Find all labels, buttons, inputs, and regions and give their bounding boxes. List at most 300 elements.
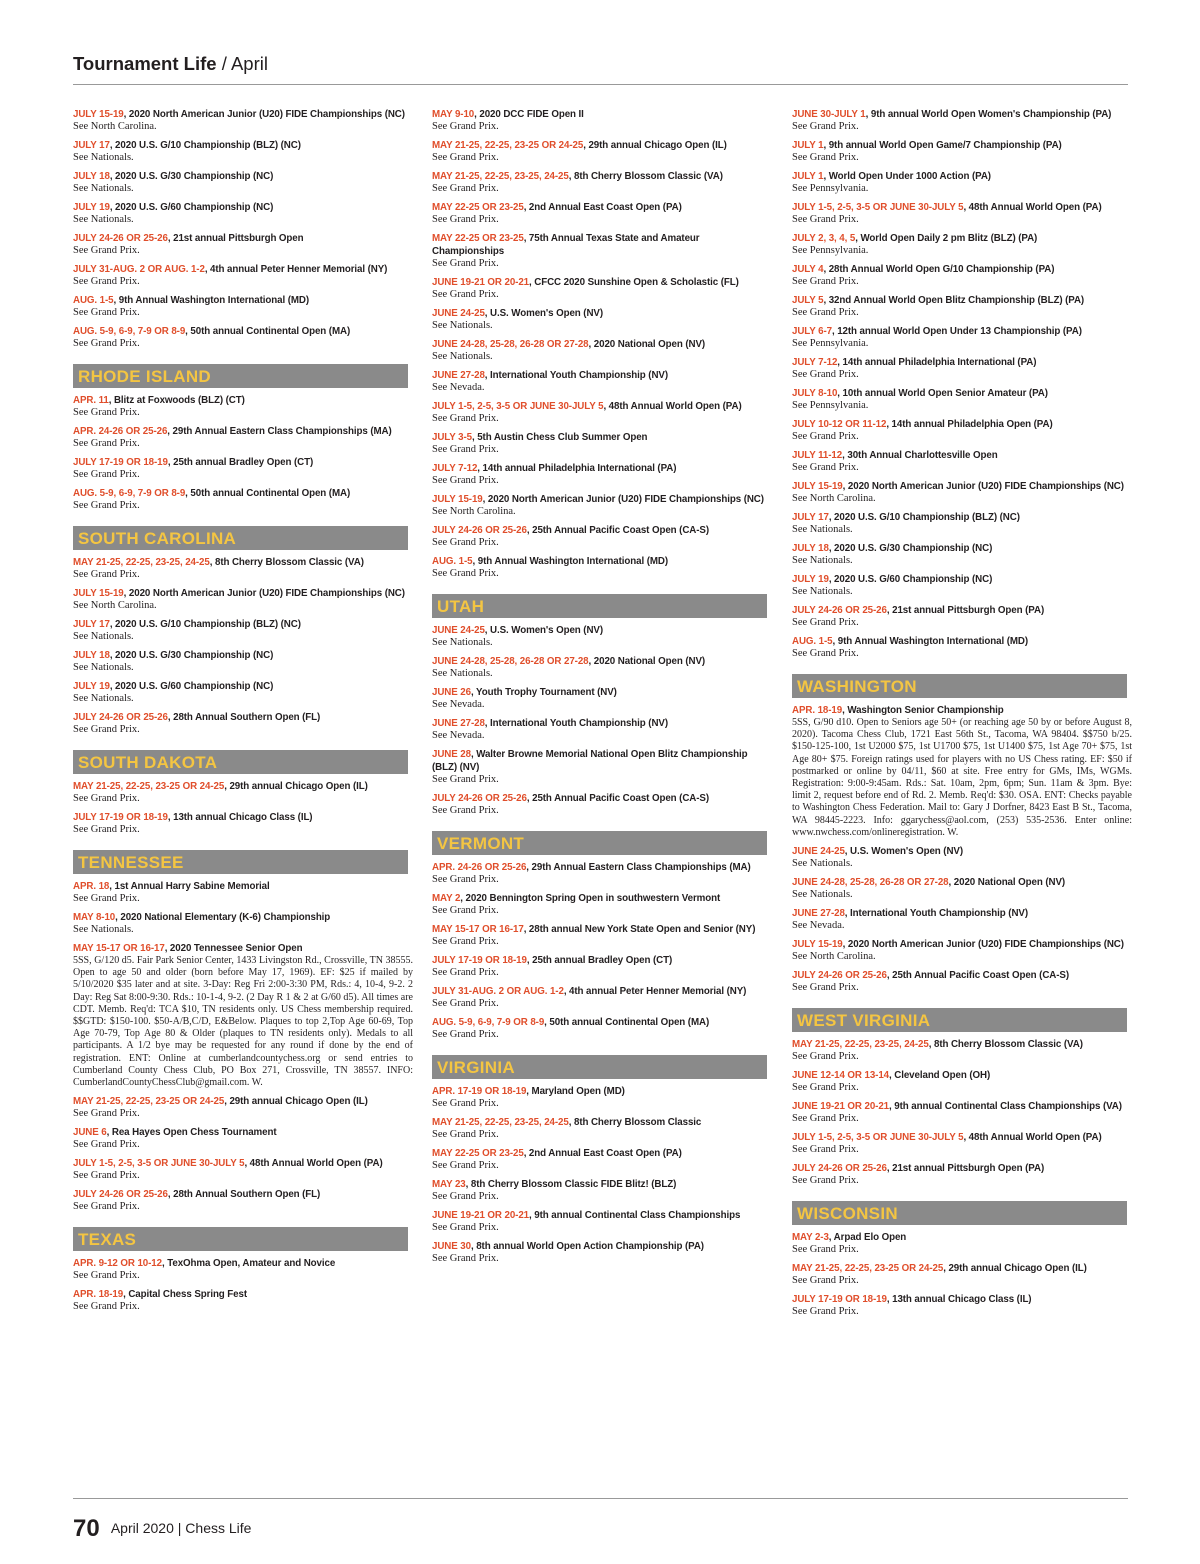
entry-reference: See Grand Prix. (73, 793, 140, 804)
entry-title: , 32nd Annual World Open Blitz Championship (BLZ) (PA) (823, 294, 1085, 306)
tournament-entry (73, 170, 413, 195)
entry-reference: See Grand Prix. (432, 1160, 499, 1171)
tournament-entry (432, 400, 772, 425)
entry-dates: JULY 18 (73, 170, 110, 182)
entry-title: , 50th annual Continental Open (MA) (185, 325, 351, 337)
entry-dates: APR. 24-26 OR 25-26 (432, 861, 527, 873)
entry-heading (73, 911, 411, 924)
entry-title: , TexOhma Open, Amateur and Novice (161, 1257, 336, 1270)
tournament-entry (792, 1293, 1132, 1318)
state-heading: VIRGINIA (432, 1055, 767, 1079)
entry-title: , U.S. Women's Open (NV) (484, 307, 604, 319)
entry-title: , 13th annual Chicago Class (IL) (167, 811, 313, 823)
entry-dates: JULY 15-19 (432, 493, 483, 505)
entry-heading (73, 587, 411, 600)
tournament-entry (73, 294, 413, 319)
entry-reference: See Grand Prix. (792, 648, 859, 659)
entry-dates: JUNE 30-JULY 1 (792, 108, 866, 120)
entry-dates: MAY 15-17 OR 16-17 (432, 923, 524, 935)
entry-title: , 2020 North American Junior (U20) FIDE Championships (NC) (842, 480, 1124, 492)
tournament-entry (73, 556, 413, 581)
tournament-entry (432, 1016, 772, 1041)
entry-heading (73, 170, 411, 183)
entry-reference: See Grand Prix. (73, 724, 140, 735)
entry-heading (432, 555, 770, 568)
tournament-entry (792, 263, 1132, 288)
entry-heading (432, 923, 770, 936)
entry-reference: See Grand Prix. (792, 1175, 859, 1187)
entry-dates: JUNE 24-25 (432, 307, 485, 319)
entry-reference: See Nationals. (432, 320, 493, 331)
entry-title: , 2020 U.S. G/60 Championship (NC) (828, 573, 993, 585)
footer-rule (73, 1498, 1128, 1499)
state-heading: WASHINGTON (792, 674, 1127, 698)
tournament-entry (73, 811, 413, 836)
entry-dates: JUNE 19-21 OR 20-21 (792, 1100, 890, 1113)
entry-reference: See Grand Prix. (73, 1270, 140, 1282)
column-2 (432, 108, 772, 1271)
entry-heading (73, 263, 411, 276)
entry-reference: See Grand Prix. (432, 413, 499, 424)
tournament-entry (792, 232, 1132, 257)
entry-heading (73, 201, 411, 214)
entry-reference: See Nationals. (432, 637, 493, 648)
entry-title: , 8th Cherry Blossom Classic (VA) (928, 1038, 1083, 1051)
entry-title: , 25th Annual Pacific Coast Open (CA-S) (526, 792, 709, 804)
entry-title: , 2020 U.S. G/60 Championship (NC) (109, 201, 274, 213)
entry-title: , 9th Annual Washington International (MD) (472, 555, 669, 567)
tournament-entry (432, 462, 772, 487)
entry-dates: JULY 15-19 (792, 480, 843, 492)
entry-dates: JULY 1 (792, 139, 824, 151)
state-heading: RHODE ISLAND (73, 364, 408, 388)
entry-reference: See Nationals. (792, 555, 853, 566)
page-footer (73, 1515, 251, 1543)
tournament-entry (432, 1240, 772, 1265)
tournament-entry (432, 985, 772, 1010)
entry-heading (73, 1257, 411, 1270)
entry-reference: See North Carolina. (792, 493, 876, 504)
entry-title: , 75th Annual Texas State and Amateur Championships (432, 232, 700, 257)
entry-title: , 2020 U.S. G/10 Championship (BLZ) (NC) (828, 511, 1020, 523)
tournament-entry (792, 294, 1132, 319)
entry-reference: See Grand Prix. (73, 500, 140, 511)
entry-title: , International Youth Championship (NV) (484, 717, 668, 729)
tournament-entry (73, 911, 413, 936)
entry-heading (792, 704, 1130, 717)
tournament-entry (792, 418, 1132, 443)
entry-dates: JUNE 27-28 (432, 369, 485, 381)
tournament-entry (792, 1231, 1132, 1256)
entry-title: , 8th Cherry Blossom Classic FIDE Blitz! (BLZ) (465, 1178, 677, 1190)
entry-heading (792, 635, 1130, 648)
tournament-entry (73, 487, 413, 512)
entry-title: , 4th annual Peter Henner Memorial (NY) (204, 263, 388, 275)
entry-heading (792, 387, 1130, 400)
entry-dates: AUG. 5-9, 6-9, 7-9 OR 8-9 (432, 1016, 545, 1028)
entry-reference: See Nevada. (432, 699, 485, 710)
magazine-name: Chess Life (185, 1520, 252, 1536)
entry-reference: See Grand Prix. (792, 121, 859, 132)
tournament-entry (432, 1209, 772, 1234)
entry-reference: See Grand Prix. (432, 475, 499, 486)
entry-title: , 28th Annual Southern Open (FL) (167, 1188, 321, 1201)
entry-title: , 25th Annual Pacific Coast Open (CA-S) (886, 969, 1069, 982)
entry-title: , 4th annual Peter Henner Memorial (NY) (563, 985, 747, 997)
entry-dates: JUNE 24-25 (432, 624, 485, 636)
entry-title: , 2020 North American Junior (U20) FIDE Championships (NC) (123, 587, 405, 599)
entry-dates: JULY 24-26 OR 25-26 (432, 524, 527, 536)
entry-reference: See North Carolina. (73, 121, 157, 132)
entry-dates: JULY 2, 3, 4, 5 (792, 232, 856, 244)
entry-reference: See Grand Prix. (73, 569, 140, 580)
tournament-entry (792, 356, 1132, 381)
entry-reference: See North Carolina. (432, 506, 516, 517)
entry-heading (432, 338, 770, 351)
entry-title: , 12th annual World Open Under 13 Championship (PA) (831, 325, 1082, 337)
entry-dates: JULY 1-5, 2-5, 3-5 OR JUNE 30-JULY 5 (432, 400, 604, 412)
entry-title: , 9th annual Continental Class Championships (529, 1209, 741, 1221)
tournament-entry (73, 139, 413, 164)
tournament-entry (432, 232, 772, 270)
tournament-entry (792, 907, 1132, 932)
tournament-entry (792, 1038, 1132, 1063)
entry-reference: See Grand Prix. (73, 1201, 140, 1213)
entry-heading (792, 1262, 1130, 1275)
entry-dates: JULY 24-26 OR 25-26 (73, 232, 168, 244)
entry-dates: MAY 22-25 OR 23-25 (432, 201, 524, 213)
tournament-entry (432, 493, 772, 518)
entry-dates: APR. 11 (73, 394, 109, 406)
entry-reference: See Nationals. (792, 524, 853, 535)
tournament-entry (73, 880, 413, 905)
entry-reference: See Grand Prix. (432, 152, 499, 163)
tournament-entry (432, 655, 772, 680)
tournament-entry (432, 624, 772, 649)
entry-title: , Maryland Open (MD) (526, 1085, 625, 1097)
entry-dates: JUNE 24-28, 25-28, 26-28 OR 27-28 (432, 338, 589, 350)
entry-reference: See Grand Prix. (432, 1191, 499, 1202)
entry-heading (73, 811, 411, 824)
entry-dates: MAY 9-10 (432, 108, 475, 120)
tournament-entry (432, 1178, 772, 1203)
entry-dates: JULY 1 (792, 170, 824, 182)
entry-reference: See Nevada. (792, 920, 845, 932)
entry-reference: See Grand Prix. (432, 967, 499, 978)
entry-heading (73, 487, 411, 500)
column-1 (73, 108, 413, 1319)
entry-heading (792, 232, 1130, 245)
tournament-entry (432, 923, 772, 948)
entry-dates: MAY 2 (432, 892, 461, 904)
tournament-entry (792, 938, 1132, 963)
entry-heading (73, 456, 411, 469)
entry-heading (432, 686, 770, 699)
tournament-entry (792, 108, 1132, 133)
entry-dates: APR. 18-19 (792, 704, 843, 716)
entry-dates: AUG. 5-9, 6-9, 7-9 OR 8-9 (73, 325, 186, 337)
tournament-entry (73, 618, 413, 643)
tournament-entry (792, 325, 1132, 350)
entry-title: , 14th annual Philadelphia Open (PA) (886, 418, 1053, 430)
entry-heading (792, 139, 1130, 152)
entry-reference: See Grand Prix. (432, 998, 499, 1009)
entry-dates: JUNE 12-14 OR 13-14 (792, 1069, 890, 1082)
entry-dates: APR. 24-26 OR 25-26 (73, 425, 168, 437)
header-title: Tournament Life (73, 53, 217, 74)
entry-reference: See Grand Prix. (73, 407, 140, 418)
entry-dates: JULY 15-19 (73, 108, 124, 120)
header-subtitle: April (230, 53, 268, 74)
entry-title: , 2020 U.S. G/30 Championship (NC) (109, 170, 274, 182)
entry-heading (432, 1147, 770, 1160)
entry-title: , 29th Annual Eastern Class Championships (MA) (526, 861, 751, 873)
entry-reference: See Grand Prix. (73, 307, 140, 318)
entry-reference: See Grand Prix. (432, 805, 499, 816)
entry-heading (432, 624, 770, 637)
entry-reference: See Grand Prix. (432, 214, 499, 225)
entry-reference: See Nationals. (73, 214, 134, 225)
entry-heading (73, 780, 411, 793)
entry-reference: See Grand Prix. (792, 1113, 859, 1125)
entry-title: , 2nd Annual East Coast Open (PA) (523, 201, 682, 213)
entry-title: , 8th annual World Open Action Championship (PA) (470, 1240, 704, 1252)
entry-heading (432, 524, 770, 537)
entry-heading (73, 556, 411, 569)
tournament-entry (432, 369, 772, 394)
tournament-entry (792, 201, 1132, 226)
entry-reference: See Grand Prix. (792, 462, 859, 473)
entry-heading (73, 394, 411, 407)
entry-heading (792, 573, 1130, 586)
entry-title: , 2020 U.S. G/60 Championship (NC) (109, 680, 274, 692)
tournament-entry (73, 108, 413, 133)
tournament-entry (73, 1288, 413, 1313)
entry-dates: JULY 17-19 OR 18-19 (73, 456, 168, 468)
entry-reference: See Grand Prix. (792, 152, 859, 163)
entry-heading (432, 139, 770, 152)
column-3 (792, 108, 1132, 1324)
entry-title: , 21st annual Pittsburgh Open (PA) (886, 604, 1045, 616)
entry-title: , 14th annual Philadelphia International (PA) (837, 356, 1037, 368)
entry-dates: JULY 6-7 (792, 325, 832, 337)
tournament-entry (432, 170, 772, 195)
entry-dates: JULY 11-12 (792, 449, 843, 461)
entry-heading (432, 1016, 770, 1029)
entry-heading (792, 1293, 1130, 1306)
entry-dates: JULY 7-12 (432, 462, 478, 474)
entry-reference: See Nationals. (73, 924, 134, 935)
entry-title: , 2020 National Open (NV) (588, 655, 706, 667)
entry-reference: See Nationals. (73, 183, 134, 194)
entry-dates: APR. 18 (73, 880, 110, 892)
tournament-entry (432, 892, 772, 917)
entry-title: , Arpad Elo Open (828, 1231, 907, 1244)
entry-reference: See Grand Prix. (792, 1144, 859, 1156)
entry-title: , 50th annual Continental Open (MA) (185, 487, 351, 499)
entry-reference: See Pennsylvania. (792, 338, 869, 349)
tournament-entry (792, 511, 1132, 536)
entry-dates: JUNE 28 (432, 748, 471, 760)
tournament-entry (73, 1188, 413, 1213)
tournament-entry (73, 232, 413, 257)
state-heading: TENNESSEE (73, 850, 408, 874)
entry-reference: See Grand Prix. (792, 276, 859, 287)
entry-dates: JULY 17-19 OR 18-19 (792, 1293, 887, 1306)
tournament-entry (432, 1116, 772, 1141)
entry-dates: JUNE 6 (73, 1126, 107, 1139)
entry-heading (432, 276, 770, 289)
entry-heading (73, 618, 411, 631)
entry-reference: See Grand Prix. (792, 1306, 859, 1318)
tournament-entry (73, 325, 413, 350)
entry-dates: JULY 7-12 (792, 356, 838, 368)
entry-details: 5SS, G/120 d5. Fair Park Senior Center, 1433 Livingston Rd., Crossville, TN 38555. Open to age 50 and older (born before May 17, 1969). EF: $25 if mailed by 5/10/2020 $35 later and at site. 3-Day: Reg Fri 2:00-3:30 PM, Rds.: 4, 10-4, 9-2. 2 Day: Reg Sat 8:00-9:30. Rds.: 10-1-4, 9-2. (2 Day R 1 & 2 at G/60 d5). All times are CDT. Memb. Req'd: TCA $10, TN residents only. US Chess membership required. $$GTD: $150-100. $50-A/B,C/D, E&Below. Plaques to top 2,Top Age 60-69, Top Age 70-79, Top Age 80 & Older (plaques to TN residents only). Medals to all participants. A 1/2 bye may be requested for any round if done by the end of registration. ENT: Online at cumberlandcountychess.org or send entries to Cumberland County Chess Club, PO Box 271, Crossville, TN 38557. INFO: CumberlandCountyChessClub@gmail.com. W. (73, 955, 413, 1089)
entry-dates: MAY 21-25, 22-25, 23-25 OR 24-25 (792, 1262, 944, 1275)
entry-dates: JULY 4 (792, 263, 824, 275)
entry-reference: See Grand Prix. (792, 1244, 859, 1256)
entry-dates: AUG. 1-5 (792, 635, 833, 647)
entry-title: , Cleveland Open (OH) (889, 1069, 991, 1082)
entry-dates: JULY 18 (73, 649, 110, 661)
entry-heading (792, 1069, 1130, 1082)
entry-dates: JULY 24-26 OR 25-26 (792, 1162, 887, 1175)
entry-dates: JULY 1-5, 2-5, 3-5 OR JUNE 30-JULY 5 (792, 201, 964, 213)
entry-dates: AUG. 5-9, 6-9, 7-9 OR 8-9 (73, 487, 186, 499)
entry-reference: See Grand Prix. (73, 276, 140, 287)
state-heading: SOUTH DAKOTA (73, 750, 408, 774)
entry-title: , 30th Annual Charlottesville Open (842, 449, 998, 461)
entry-reference: See Grand Prix. (432, 1222, 499, 1233)
entry-heading (792, 907, 1130, 920)
tournament-entry (432, 717, 772, 742)
entry-heading (73, 232, 411, 245)
entry-dates: JULY 8-10 (792, 387, 838, 399)
entry-reference: See Grand Prix. (792, 617, 859, 628)
entry-dates: JULY 10-12 OR 11-12 (792, 418, 887, 430)
entry-reference: See Grand Prix. (432, 258, 499, 269)
entry-dates: APR. 17-19 OR 18-19 (432, 1085, 527, 1097)
tournament-entry (73, 263, 413, 288)
entry-dates: JULY 5 (792, 294, 824, 306)
entry-dates: JUNE 30 (432, 1240, 471, 1252)
entry-dates: JULY 24-26 OR 25-26 (73, 1188, 168, 1201)
tournament-entry (792, 542, 1132, 567)
entry-dates: JULY 17-19 OR 18-19 (432, 954, 527, 966)
entry-title: , 28th annual New York State Open and Senior (NY) (523, 923, 756, 935)
entry-reference: See Grand Prix. (432, 444, 499, 455)
entry-heading (73, 1126, 411, 1139)
entry-reference: See Grand Prix. (73, 469, 140, 480)
entry-heading (792, 294, 1130, 307)
entry-title: , 9th annual World Open Game/7 Championship (PA) (823, 139, 1062, 151)
entry-reference: See Nationals. (792, 858, 853, 870)
entry-reference: See Nationals. (432, 351, 493, 362)
footer-divider: | (177, 1520, 182, 1536)
entry-heading (792, 418, 1130, 431)
entry-heading (432, 655, 770, 668)
entry-reference: See Grand Prix. (432, 1098, 499, 1109)
entry-title: , 25th Annual Pacific Coast Open (CA-S) (526, 524, 709, 536)
entry-title: , Rea Hayes Open Chess Tournament (106, 1126, 277, 1139)
entry-title: , 50th annual Continental Open (MA) (544, 1016, 710, 1028)
state-heading: VERMONT (432, 831, 767, 855)
entry-reference: See Grand Prix. (432, 121, 499, 132)
entry-heading (432, 170, 770, 183)
entry-reference: See Grand Prix. (792, 214, 859, 225)
issue-date: April 2020 (110, 1520, 174, 1536)
entry-heading (73, 711, 411, 724)
entry-heading (792, 1231, 1130, 1244)
state-heading: WISCONSIN (792, 1201, 1127, 1225)
entry-heading (792, 356, 1130, 369)
entry-title: , 21st annual Pittsburgh Open (PA) (886, 1162, 1045, 1175)
entry-reference: See Grand Prix. (792, 1051, 859, 1063)
entry-title: , 25th annual Bradley Open (CT) (167, 456, 314, 468)
entry-reference: See Nationals. (73, 152, 134, 163)
tournament-entry (792, 969, 1132, 994)
tournament-entry (792, 387, 1132, 412)
page-header (73, 53, 268, 75)
entry-reference: See Pennsylvania. (792, 400, 869, 411)
entry-title: , Blitz at Foxwoods (BLZ) (CT) (108, 394, 245, 406)
entry-heading (432, 369, 770, 382)
entry-dates: JUNE 27-28 (432, 717, 485, 729)
entry-heading (792, 263, 1130, 276)
entry-reference: See Nationals. (792, 586, 853, 597)
tournament-entry (432, 1147, 772, 1172)
entry-dates: JULY 17 (792, 511, 829, 523)
entry-heading (73, 1288, 411, 1301)
tournament-entry (73, 587, 413, 612)
entry-dates: APR. 9-12 OR 10-12 (73, 1257, 162, 1270)
entry-title: , International Youth Championship (NV) (484, 369, 668, 381)
tournament-entry (432, 307, 772, 332)
entry-dates: JULY 24-26 OR 25-26 (73, 711, 168, 723)
entry-reference: See Grand Prix. (792, 1275, 859, 1287)
entry-heading (792, 876, 1130, 889)
tournament-entry (432, 686, 772, 711)
entry-title: , 29th annual Chicago Open (IL) (583, 139, 727, 151)
state-heading: UTAH (432, 594, 767, 618)
entry-title: , Capital Chess Spring Fest (123, 1288, 248, 1301)
entry-dates: JUNE 27-28 (792, 907, 845, 920)
entry-heading (792, 449, 1130, 462)
entry-dates: JUNE 19-21 OR 20-21 (432, 1209, 530, 1221)
entry-reference: See Grand Prix. (432, 183, 499, 194)
entry-title: , 13th annual Chicago Class (IL) (886, 1293, 1032, 1306)
entry-reference: See Grand Prix. (73, 1301, 140, 1313)
entry-title: , 48th Annual World Open (PA) (603, 400, 742, 412)
entry-title: , 8th Cherry Blossom Classic (VA) (568, 170, 723, 182)
tournament-entry (792, 1162, 1132, 1187)
entry-heading (792, 1038, 1130, 1051)
entry-title: , 28th Annual Southern Open (FL) (167, 711, 321, 723)
entry-title: , 2020 North American Junior (U20) FIDE Championships (NC) (123, 108, 405, 120)
entry-dates: JULY 15-19 (73, 587, 124, 599)
entry-heading (432, 431, 770, 444)
entry-heading (792, 511, 1130, 524)
tournament-entry (432, 1085, 772, 1110)
entry-reference: See Grand Prix. (73, 824, 140, 835)
entry-reference: See Grand Prix. (73, 338, 140, 349)
entry-dates: MAY 23 (432, 1178, 466, 1190)
entry-reference: See North Carolina. (792, 951, 876, 963)
entry-reference: See Nationals. (73, 693, 134, 704)
entry-title: , 9th Annual Washington International (MD) (832, 635, 1029, 647)
entry-title: , 25th annual Bradley Open (CT) (526, 954, 673, 966)
header-separator: / (221, 53, 227, 74)
